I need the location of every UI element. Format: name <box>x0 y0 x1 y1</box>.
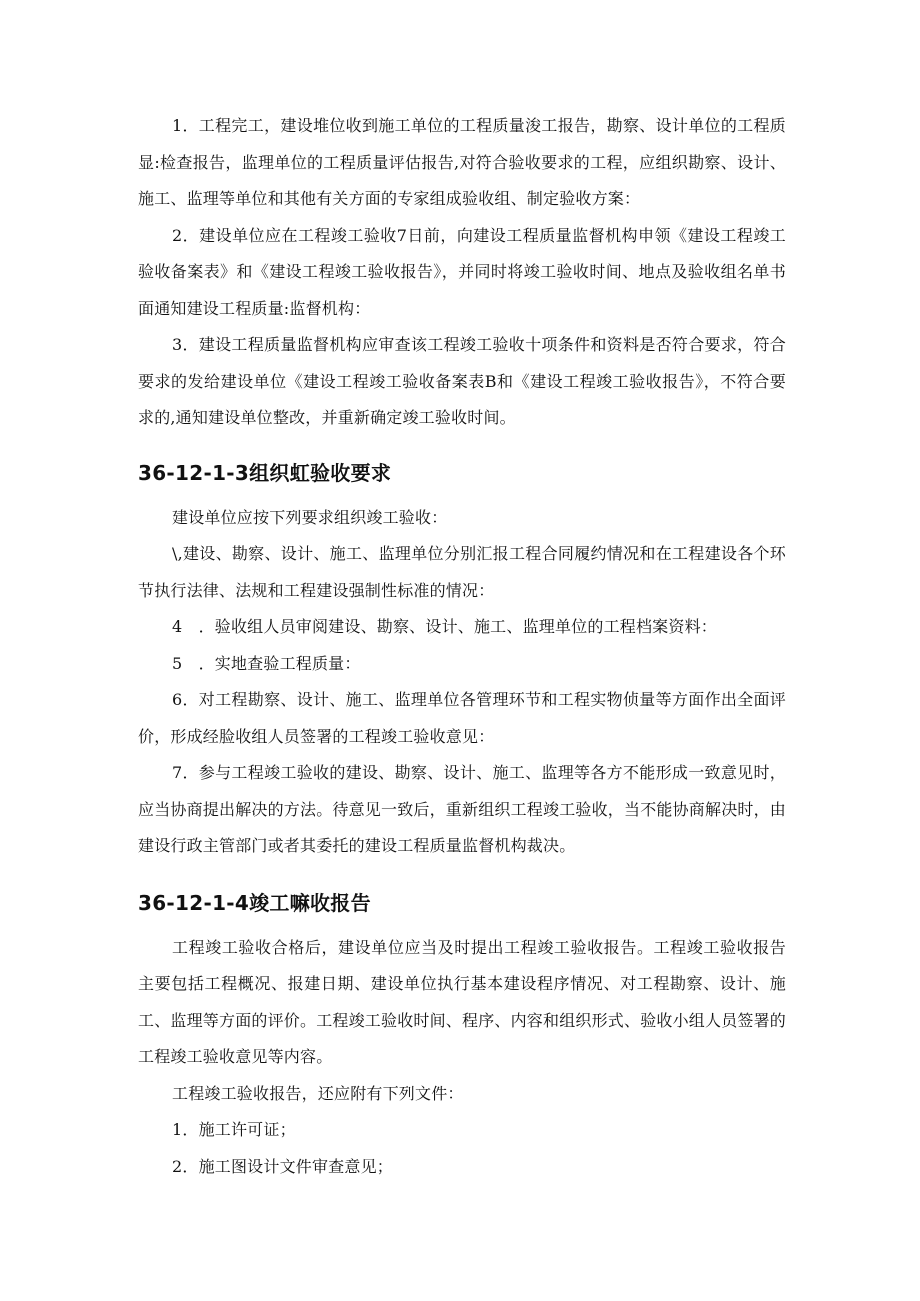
paragraph-intro: 建设单位应按下列要求组织竣工验收： <box>172 507 448 527</box>
list-item-construction-permit: 1．施工许可证； <box>172 1120 296 1139</box>
section-heading-organize-acceptance: 36-12-1-3组织虹验收要求 <box>138 460 392 485</box>
list-item-design-review-opinion: 2．施工图设计文件审查意见； <box>172 1156 393 1176</box>
paragraph-attached-files-intro: 工程竣工验收报告，还应附有下列文件： <box>172 1083 464 1103</box>
paragraph-item-1: 1．工程完工，建设堆位收到施工单位的工程质量浚工报告，勘察、设计单位的工程质显:检查报告，监理单位的工程质量评估报告,对符合验收要求的工程，应组织勘察、设计、施工、监理等单位和其他有关方面的专家组成验收组、制定验收方案： <box>138 116 786 208</box>
paragraph-item-report: \,建设、勘察、设计、施工、监理单位分别汇报工程合同履约情况和在工程建设各个环节执行法律、法规和工程建设强制性标准的情况： <box>138 544 786 600</box>
section-organize-acceptance <box>138 500 786 865</box>
paragraph-item-3: 3．建设工程质量监督机构应审查该工程竣工验收十项条件和资料是否符合要求，符合要求的发给建设单位《建设工程竣工验收备案表B和《建设工程竣工验收报告》，不符合要求的,通知建设单位整改，并重新确定竣工验收时间。 <box>138 335 786 427</box>
section-heading-acceptance-report: 36-12-1-4竣工嘛收报告 <box>138 890 371 915</box>
paragraph-item-6: 6．对工程勘察、设计、施工、监理单位各管理环节和工程实物侦量等方面作出全面评价，形成经脸收组人员签署的工程竣工验收意见： <box>138 690 786 746</box>
document-page <box>138 108 786 1185</box>
paragraph-report-contents: 工程竣工验收合格后，建设单位应当及时提出工程竣工验收报告。工程竣工验收报告主要包括工程概况、报建日期、建设单位执行基本建设程序情况、对工程勘察、设计、施工、监理等方面的评价。工程竣工验收时间、程序、内容和组织形式、验收小组人员签署的工程竣工验收意见等内容。 <box>138 937 787 1066</box>
paragraph-item-2: 2．建设单位应在工程竣工验收7日前，向建设工程质量监督机构申领《建设工程竣工验收备案表》和《建设工程竣工验收报告》，并同时将竣工验收时间、地点及验收组名单书面通知建设工程质量:监督机构： <box>138 225 786 318</box>
paragraph-item-4: 4 ．验收组人员审阅建设、勘察、设计、施工、监理单位的工程档案资料： <box>172 617 717 636</box>
paragraph-item-7: 7．参与工程竣工验收的建设、勘察、设计、施工、监理等各方不能形成一致意见时，应当协商提出解决的方法。待意见一致后，重新组织工程竣工验收，当不能协商解决时，由建设行政主管部门或者其委托的建设工程质量监督机构裁决。 <box>138 763 787 855</box>
section-acceptance-procedure <box>138 108 786 437</box>
section-acceptance-report <box>138 930 786 1186</box>
paragraph-item-5: 5 ．实地查验工程质量： <box>172 653 361 673</box>
